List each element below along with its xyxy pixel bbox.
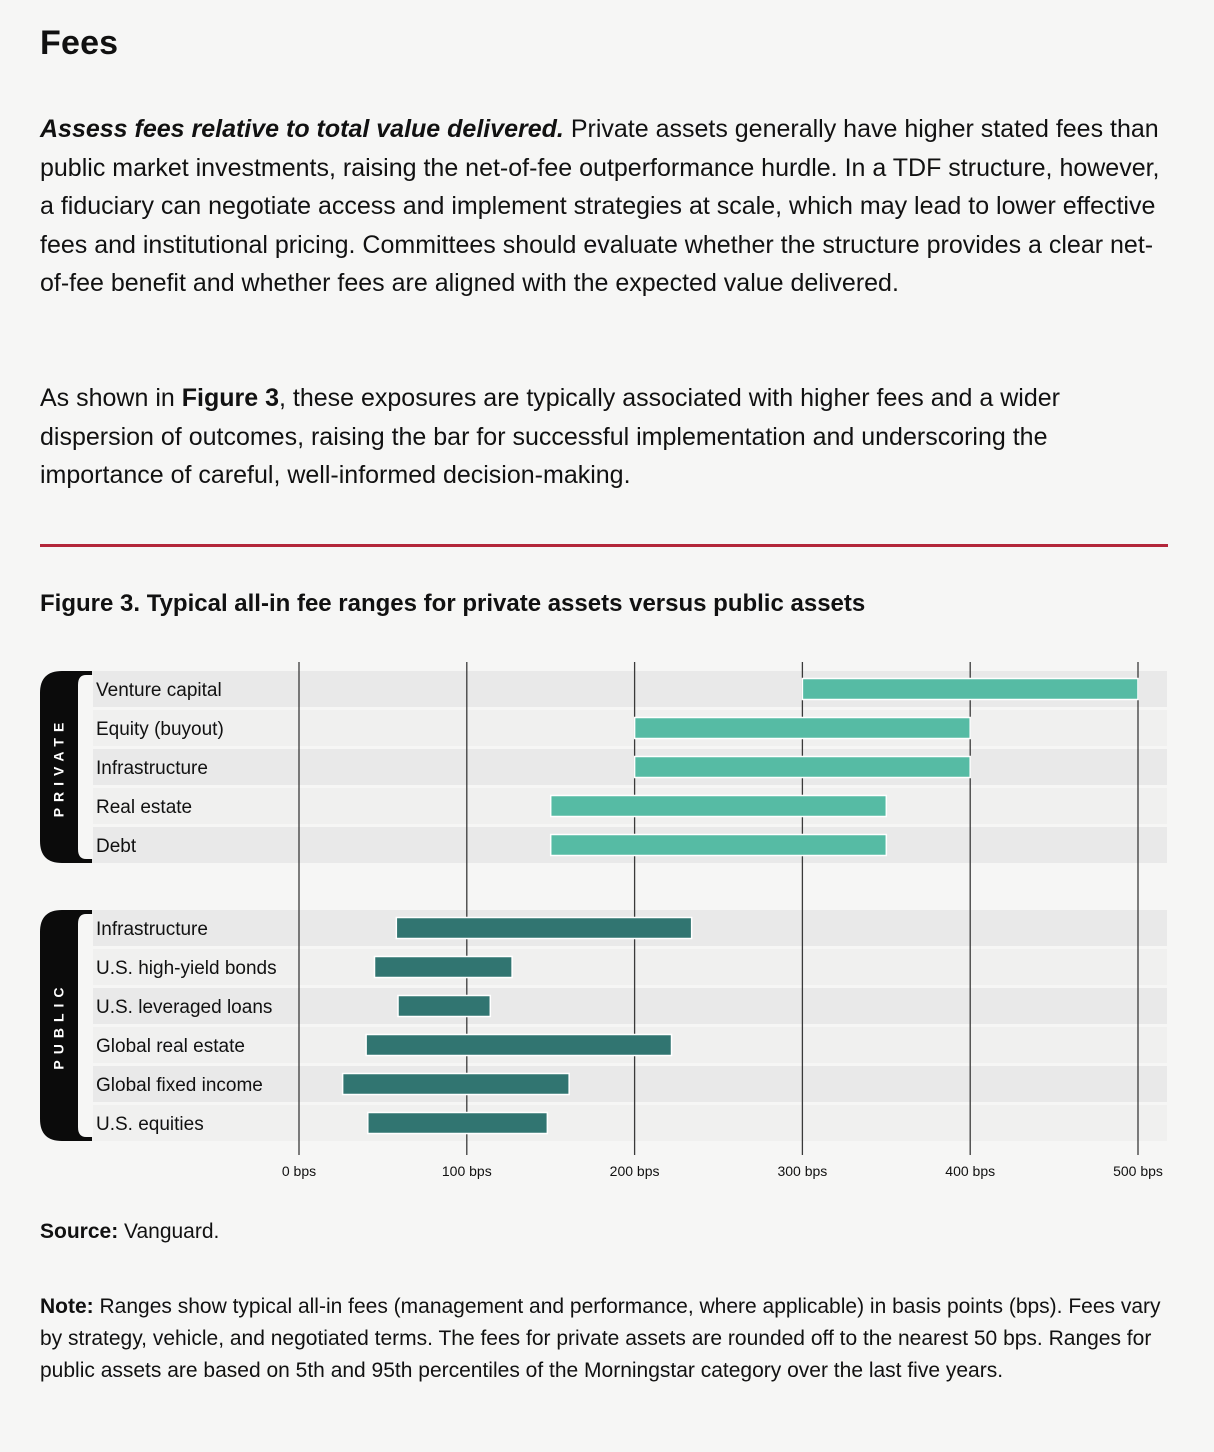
source-text: Vanguard.: [118, 1220, 220, 1243]
note-label: Note:: [40, 1295, 94, 1318]
range-bar: [551, 796, 887, 817]
range-bar: [802, 679, 1138, 700]
range-bar: [343, 1074, 570, 1095]
row-label: Debt: [96, 836, 137, 857]
paragraph-after: , these exposures are typically associated with higher fees and a wider dispersion of outcomes, raising the bar for successful implementation and underscoring the importance of careful, well-informed decision-making.: [40, 384, 1060, 489]
range-bar: [375, 957, 513, 978]
x-tick-label: 100 bps: [441, 1163, 492, 1179]
row-stripe: [80, 749, 1167, 785]
section-title: Fees: [40, 24, 119, 62]
row-label: U.S. leveraged loans: [96, 997, 273, 1018]
figure-reference: Figure 3: [181, 384, 279, 412]
row-label: Equity (buyout): [96, 719, 224, 740]
range-bar: [366, 1035, 671, 1056]
row-label: Venture capital: [96, 680, 222, 701]
source-line: [40, 1220, 219, 1244]
row-label: U.S. equities: [96, 1114, 204, 1135]
row-label: Infrastructure: [96, 919, 208, 940]
paragraph-body: Private assets generally have higher stated fees than public market investments, raising the net-of-fee outperformance hurdle. In a TDF structure, however, a fiduciary can negotiate access and implement strategies at scale, which may lead to lower effective fees and institutional pricing. Committees should evaluate whether the structure provides a clear net-of-fee benefit and whether fees are aligned with the expected value delivered.: [40, 115, 1160, 297]
row-label: Infrastructure: [96, 758, 208, 779]
fee-range-chart: [40, 0, 1168, 1200]
row-label: Real estate: [96, 797, 193, 818]
range-bar: [398, 996, 490, 1017]
row-stripe: [80, 710, 1167, 746]
x-tick-label: 0 bps: [281, 1163, 317, 1179]
x-tick-label: 400 bps: [945, 1163, 996, 1179]
group-bracket-inner: [78, 675, 93, 859]
group-label: PRIVATE: [50, 716, 67, 818]
range-bar: [368, 1113, 548, 1134]
x-tick-label: 500 bps: [1113, 1163, 1163, 1179]
row-stripe: [80, 1105, 1167, 1141]
paragraph-before: As shown in: [40, 384, 182, 412]
figure-title: Figure 3. Typical all-in fee ranges for private assets versus public assets: [40, 590, 866, 617]
range-bar: [635, 757, 971, 778]
range-bar: [396, 918, 691, 939]
paragraph-lead: Assess fees relative to total value delivered.: [40, 115, 564, 143]
row-label: Global fixed income: [96, 1075, 263, 1096]
note-text: Ranges show typical all-in fees (management and performance, where applicable) in basis points (bps). Fees vary by strategy, vehicle, and negotiated terms. The fees for private assets are rounded off to the nearest 50 bps. Ranges for public assets are based on 5th and 95th percentiles of the Morningstar category over the last five years.: [40, 1295, 1161, 1382]
x-tick-label: 200 bps: [609, 1163, 660, 1179]
x-tick-label: 300 bps: [777, 1163, 828, 1179]
row-label: Global real estate: [96, 1036, 245, 1057]
source-label: Source:: [40, 1220, 119, 1243]
group-label: PUBLIC: [50, 981, 67, 1070]
row-label: U.S. high-yield bonds: [96, 958, 277, 979]
note-block: [40, 1291, 1168, 1387]
range-bar: [551, 835, 887, 856]
group-bracket-inner: [78, 914, 93, 1137]
range-bar: [635, 718, 971, 739]
